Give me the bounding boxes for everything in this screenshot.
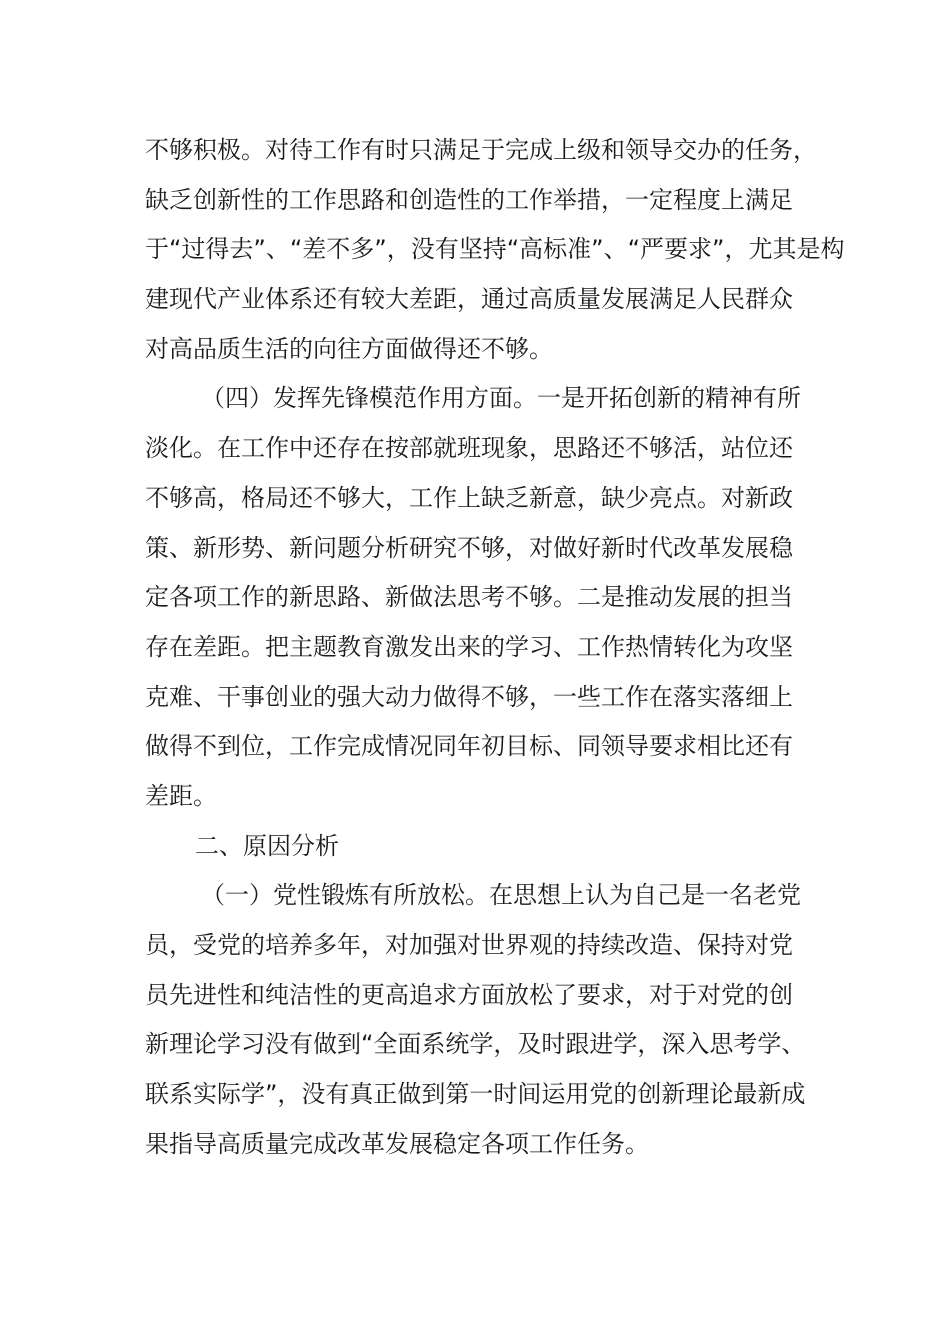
text-line: 存在差距。把主题教育激发出来的学习、工作热情转化为攻坚	[145, 632, 793, 661]
paragraph-start-line: （一）党性锻炼有所放松。在思想上认为自己是一名老党	[201, 881, 801, 910]
text-line: 不够积极。对待工作有时只满足于完成上级和领导交办的任务，	[145, 136, 817, 164]
text-line: 策、新形势、新问题分析研究不够，对做好新时代改革发展稳	[145, 533, 793, 562]
text-line: 做得不到位，工作完成情况同年初目标、同领导要求相比还有	[145, 732, 793, 761]
text-line: 于“过得去”、“差不多”，没有坚持“高标准”、“严要求”，尤其是构	[145, 235, 845, 264]
text-line: 员，受党的培养多年，对加强对世界观的持续改造、保持对党	[145, 931, 793, 959]
text-line: 不够高，格局还不够大，工作上缺乏新意，缺少亮点。对新政	[145, 483, 793, 512]
text-line: 差距。	[145, 781, 217, 810]
text-line: 缺乏创新性的工作思路和创造性的工作举措，一定程度上满足	[145, 185, 793, 214]
text-line: 员先进性和纯洁性的更高追求方面放松了要求，对于对党的创	[145, 980, 793, 1009]
text-line: 建现代产业体系还有较大差距，通过高质量发展满足人民群众	[145, 285, 793, 314]
text-line: 淡化。在工作中还存在按部就班现象，思路还不够活，站位还	[145, 434, 793, 463]
text-line: 联系实际学”，没有真正做到第一时间运用党的创新理论最新成	[145, 1080, 806, 1109]
text-line: 定各项工作的新思路、新做法思考不够。二是推动发展的担当	[145, 583, 793, 612]
text-line: 对高品质生活的向往方面做得还不够。	[145, 334, 553, 363]
text-line: 果指导高质量完成改革发展稳定各项工作任务。	[145, 1129, 649, 1158]
document-body	[145, 126, 845, 1169]
text-line: 克难、干事创业的强大动力做得不够，一些工作在落实落细上	[145, 682, 793, 711]
section-heading: 二、原因分析	[195, 831, 339, 860]
text-line: 新理论学习没有做到“全面系统学，及时跟进学，深入思考学、	[145, 1030, 806, 1059]
paragraph-start-line: （四）发挥先锋模范作用方面。一是开拓创新的精神有所	[201, 384, 801, 413]
